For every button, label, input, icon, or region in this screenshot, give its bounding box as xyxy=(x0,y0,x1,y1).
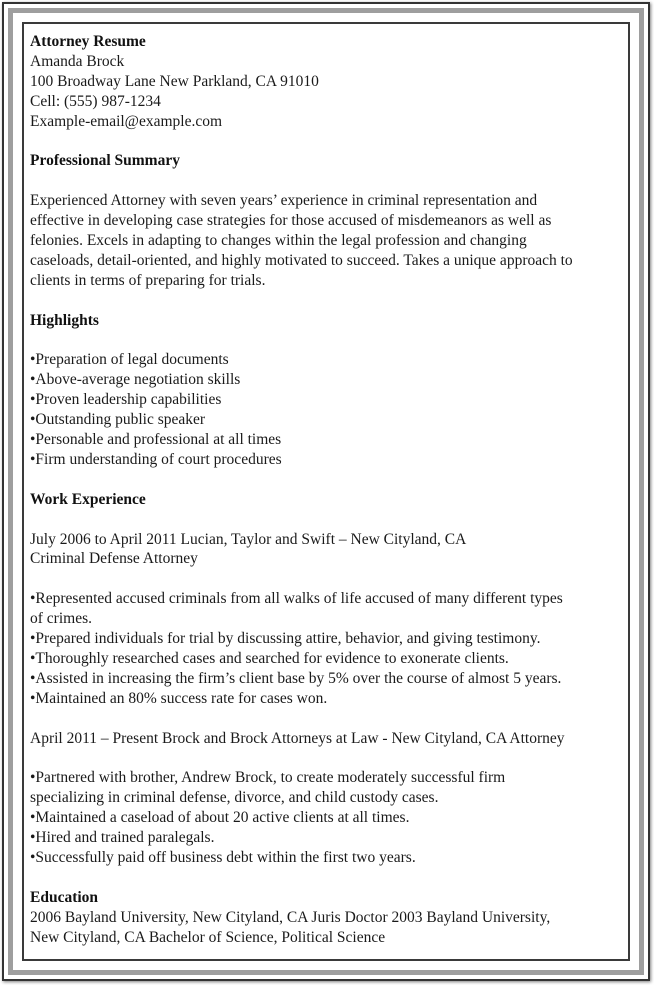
job-entry-2 xyxy=(30,729,630,868)
spacer xyxy=(30,331,630,351)
summary-line: felonies. Excels in adapting to changes within the legal profession and changing xyxy=(30,232,527,250)
header-section xyxy=(30,32,630,132)
job-bullet: •Maintained a caseload of about 20 active clients at all times. xyxy=(30,809,410,827)
spacer xyxy=(30,132,630,152)
job-bullet: •Successfully paid off business debt within the first two years. xyxy=(30,849,416,867)
job-bullet: •Partnered with brother, Andrew Brock, to create moderately successful firm xyxy=(30,769,506,787)
job-bullet: •Thoroughly researched cases and searched for evidence to exonerate clients. xyxy=(30,649,509,667)
summary-line: effective in developing case strategies for those accused of misdemeanors as well as xyxy=(30,212,552,230)
job-bullet: •Maintained an 80% success rate for cases won. xyxy=(30,689,328,707)
resume-document xyxy=(30,32,630,948)
highlights-section xyxy=(30,311,630,470)
highlight-item: •Personable and professional at all times xyxy=(30,431,282,449)
candidate-email: Example-email@example.com xyxy=(30,112,223,130)
spacer xyxy=(30,470,630,490)
highlight-item: •Preparation of legal documents xyxy=(30,351,229,369)
job-bullet: •Assisted in increasing the firm’s client base by 5% over the course of almost 5 years. xyxy=(30,669,562,687)
spacer xyxy=(30,569,630,589)
job-bullet: •Hired and trained paralegals. xyxy=(30,829,215,847)
highlight-item: •Firm understanding of court procedures xyxy=(30,450,282,468)
highlights-heading: Highlights xyxy=(30,311,99,329)
summary-line: caseloads, detail-oriented, and highly motivated to succeed. Takes a unique approach to xyxy=(30,251,573,269)
spacer xyxy=(30,868,630,888)
job-bullet: of crimes. xyxy=(30,610,92,628)
education-heading: Education xyxy=(30,888,99,906)
candidate-name: Amanda Brock xyxy=(30,52,125,70)
job-entry-1 xyxy=(30,530,630,709)
highlight-item: •Outstanding public speaker xyxy=(30,411,206,429)
spacer xyxy=(30,291,630,311)
candidate-cell: Cell: (555) 987-1234 xyxy=(30,92,161,110)
spacer xyxy=(30,510,630,530)
summary-line: Experienced Attorney with seven years’ experience in criminal representation and xyxy=(30,192,538,210)
job-bullet: •Prepared individuals for trial by discussing attire, behavior, and giving testimony. xyxy=(30,630,541,648)
highlight-item: •Above-average negotiation skills xyxy=(30,371,241,389)
spacer xyxy=(30,709,630,729)
experience-heading: Work Experience xyxy=(30,490,146,508)
education-line: 2006 Bayland University, New Cityland, CA Juris Doctor 2003 Bayland University, xyxy=(30,908,551,926)
summary-section xyxy=(30,151,630,290)
spacer xyxy=(30,749,630,769)
job-bullet: specializing in criminal defense, divorce, and child custody cases. xyxy=(30,789,439,807)
job-header: April 2011 – Present Brock and Brock Attorneys at Law - New Cityland, CA Attorney xyxy=(30,729,565,747)
job-bullet: •Represented accused criminals from all walks of life accused of many different types xyxy=(30,590,563,608)
education-line: New Cityland, CA Bachelor of Science, Political Science xyxy=(30,928,386,946)
job-header: July 2006 to April 2011 Lucian, Taylor and Swift – New Cityland, CA xyxy=(30,530,467,548)
candidate-address: 100 Broadway Lane New Parkland, CA 91010 xyxy=(30,72,319,90)
job-role: Criminal Defense Attorney xyxy=(30,550,198,568)
education-section xyxy=(30,888,630,948)
summary-heading: Professional Summary xyxy=(30,152,180,170)
resume-title: Attorney Resume xyxy=(30,33,146,50)
spacer xyxy=(30,171,630,191)
summary-line: clients in terms of preparing for trials. xyxy=(30,271,266,289)
experience-section xyxy=(30,490,630,868)
highlight-item: •Proven leadership capabilities xyxy=(30,391,222,409)
